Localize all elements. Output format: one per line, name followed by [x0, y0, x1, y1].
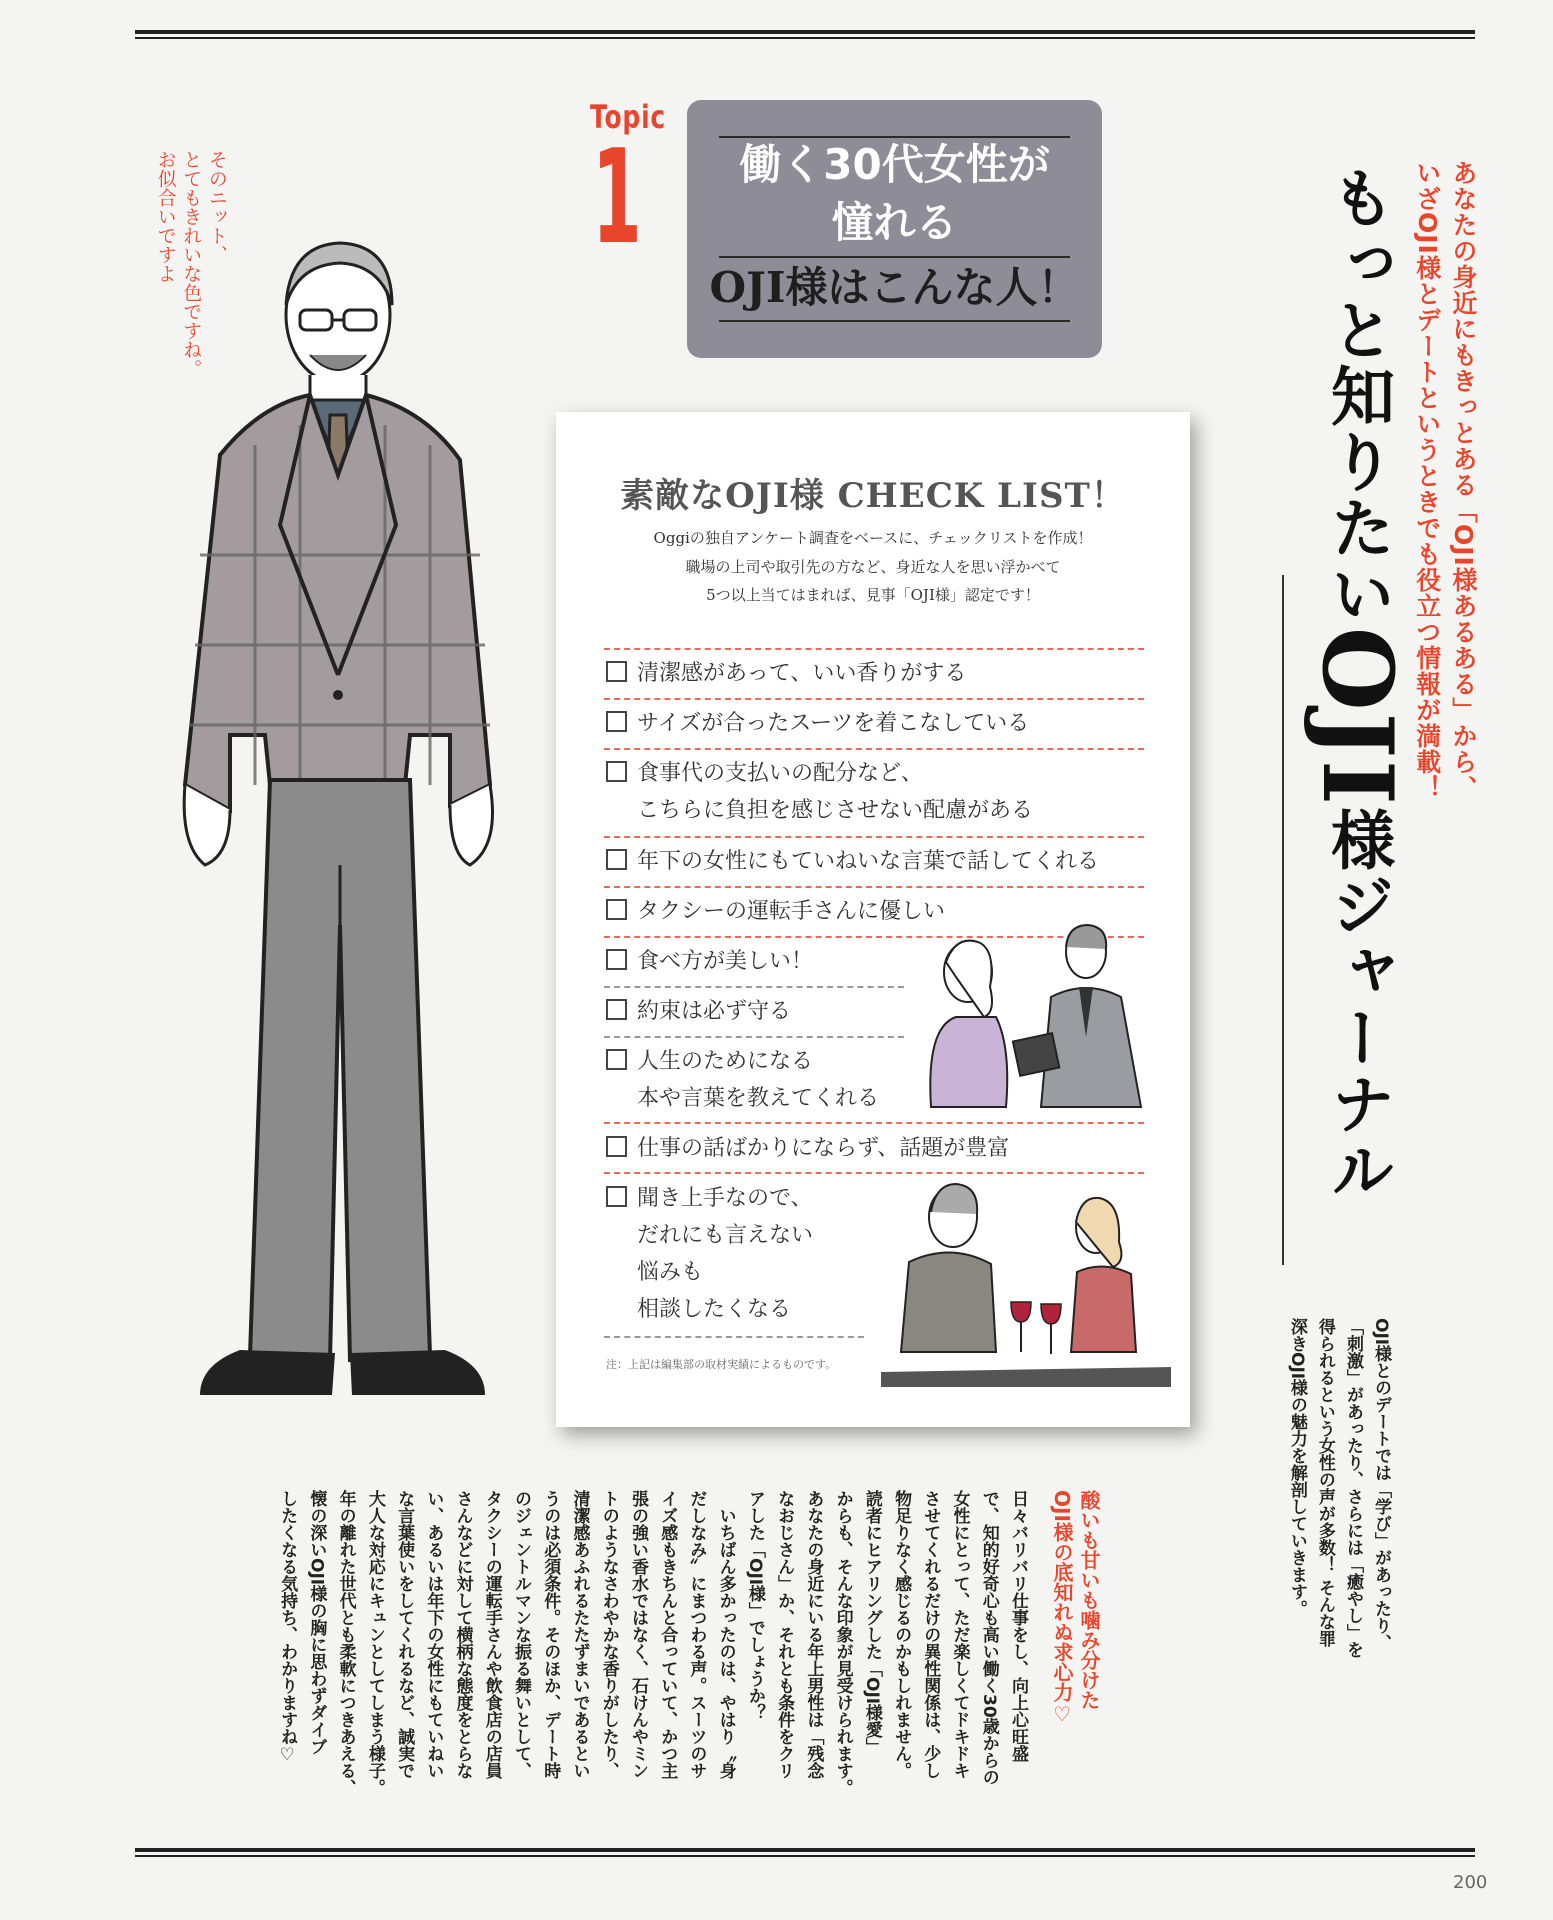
oji-man-illustration	[160, 225, 550, 1450]
checklist-intro: Oggiの独自アンケート調査をベースに、チェックリストを作成！ 職場の上司や取引先の方など、身近な人を思い浮かべて 5つ以上当てはまれば、見事「OJI様」認定です！	[653, 529, 1093, 604]
topic-label: Topic	[590, 98, 666, 136]
checkbox[interactable]	[606, 761, 627, 782]
topic-title-line-1: 働く30代女性が	[739, 140, 1050, 189]
checklist-item[interactable]: 人生のためになる 本や言葉を教えてくれる	[606, 1043, 879, 1117]
gift-couple-illustration	[916, 917, 1156, 1112]
checklist-item[interactable]: サイズが合ったスーツを着こなしている	[606, 705, 1029, 742]
checkbox[interactable]	[606, 661, 627, 682]
main-title	[1301, 165, 1414, 1203]
checkbox[interactable]	[606, 1186, 627, 1207]
checkbox[interactable]	[606, 1136, 627, 1157]
article-body: 日々バリバリ仕事をし、向上心旺盛 で、知的好奇心も高い働く30歳からの 女性にとって、ただ楽しくてドキドキ させてくれるだけの異性関係は、少し 物足りなく感じるのかもしれません。 読者にヒアリングした「OJI様愛」 からも、そんな印象が見受けられます。 あなたの身近にいる年上男性は「残念 なおじさん」か、それとも条件をクリ アした「OJI様」でしょうか？ いちばん多かったのは、やはり〝身 だしなみ〟にまつわる声。スーツのサ イズ感もきちんと合っていて、かつ主 張の強い香水ではなく、石けんやミン トのようなさわやかな香りがしたり、 清潔感あふれるたたずまいであるとい うのは必須条件。そのほか、デート時 のジェントルマンな振る舞いとして、 タクシーの運転手さんや飲食店の店員 さんなどに対して横柄な態度をとらな い、あるいは年下の女性にもていねい な言葉使いをしてくれるなど、誠実で 大人な対応にキュンとしてしまう様子。 年の離れた世代とも柔軟につきあえる、 懐の深いOJI様の胸に思わずダイブ したくなる気持ち、わかりますね♡	[277, 1490, 1028, 1796]
checklist-item[interactable]: 仕事の話ばかりにならず、話題が豊富	[606, 1130, 1009, 1167]
main-title-part-2: OJI	[1301, 627, 1414, 807]
main-title-part-1: もっと知りたい	[1320, 165, 1394, 627]
checkbox[interactable]	[606, 1049, 627, 1070]
topic-title-line-2: 憧れる	[831, 198, 958, 247]
page-number: 200	[1453, 1872, 1488, 1893]
checklist-item[interactable]: 清潔感があって、いい香りがする	[606, 655, 966, 692]
checklist-item[interactable]: 聞き上手なので、 だれにも言えない 悩みも 相談したくなる	[606, 1180, 813, 1328]
checkbox[interactable]	[606, 899, 627, 920]
checkbox[interactable]	[606, 999, 627, 1020]
checkbox[interactable]	[606, 849, 627, 870]
top-rule	[135, 30, 1475, 39]
checklist-item[interactable]: 約束は必ず守る	[606, 993, 791, 1030]
topic-title-line-3: OJI様はこんな人！	[709, 263, 1080, 312]
checkbox[interactable]	[606, 711, 627, 732]
speech-bubble-text: そのニット、 とてもきれいな色ですね。 お似合いですよ	[154, 150, 228, 378]
checklist-note: 注：上記は編集部の取材実績によるものです。	[606, 1358, 837, 1371]
topic-title-box	[687, 100, 1102, 358]
checklist-item[interactable]: タクシーの運転手さんに優しい	[606, 893, 945, 930]
main-title-part-3: 様ジャーナル	[1320, 806, 1394, 1203]
checkbox[interactable]	[606, 949, 627, 970]
intro-text: OJI様とのデートでは「学び」があったり、 「刺激」があったり、さらには「癒やし」を 得られるという女性の声が多数！ そんな罪 深きOJI様の魅力を解剖していきます。	[1286, 1318, 1391, 1658]
dinner-couple-illustration	[881, 1172, 1171, 1387]
checklist-title: 素敵なOJI様 CHECK LIST！	[620, 476, 1126, 516]
article-heading: 酸いも甘いも噛み分けた OJI様の底知れぬ求心力♡	[1050, 1490, 1101, 1726]
topic-number: 1	[592, 121, 642, 273]
checklist-item[interactable]: 食べ方が美しい！	[606, 943, 813, 980]
subtitle: あなたの身近にもきっとある「OJI様あるある」から、 いざOJI様とデートというときでも役立つ情報が満載！	[1412, 160, 1478, 801]
checklist-item[interactable]: 食事代の支払いの配分など、 こちらに負担を感じさせない配慮がある	[606, 755, 1033, 829]
title-divider	[1282, 575, 1284, 1265]
checklist-card	[556, 412, 1190, 1427]
bottom-rule	[135, 1848, 1475, 1857]
checklist-item[interactable]: 年下の女性にもていねいな言葉で話してくれる	[606, 843, 1099, 880]
